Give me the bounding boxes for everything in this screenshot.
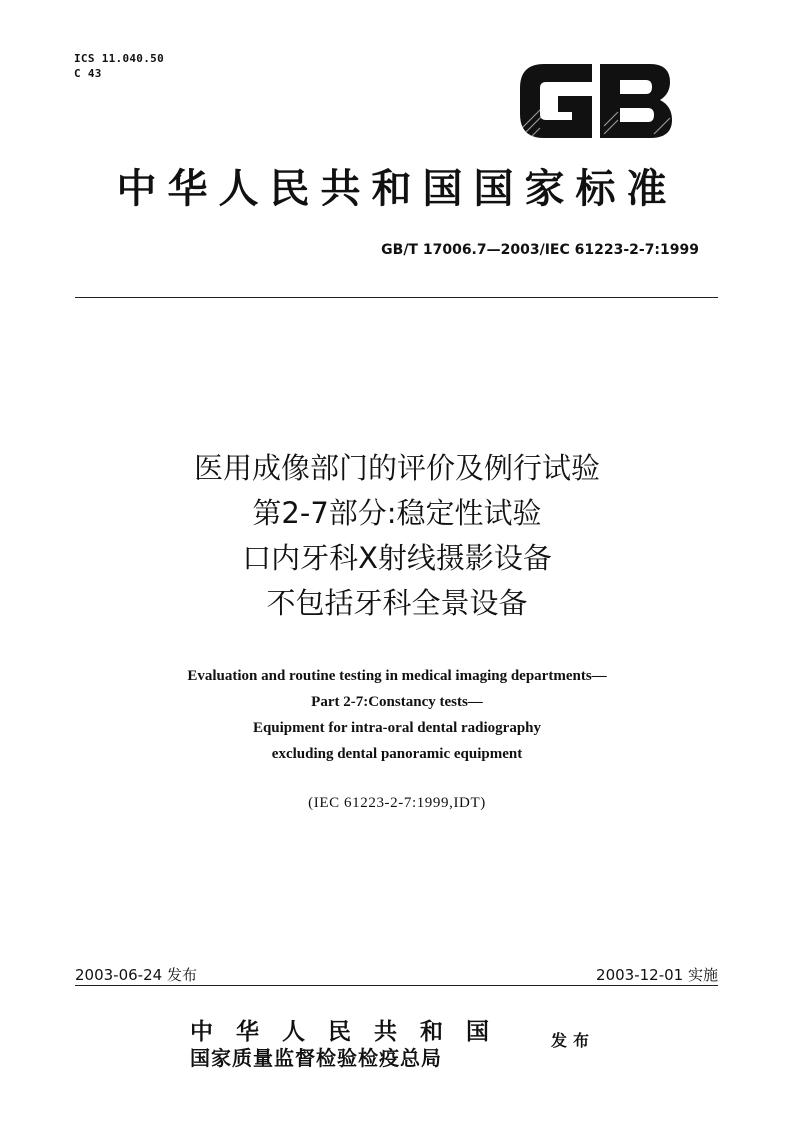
iec-reference: (IEC 61223-2-7:1999,IDT) bbox=[308, 795, 486, 811]
gb-logo bbox=[514, 58, 676, 144]
issue-date: 2003-06-24 发布 bbox=[75, 966, 197, 984]
ics-code: ICS 11.040.50 bbox=[74, 52, 164, 65]
national-standard-title: 中华人民共和国国家标准 bbox=[116, 165, 678, 212]
cn-title-line-1: 医用成像部门的评价及例行试验 bbox=[193, 451, 600, 485]
en-title-line-4: excluding dental panoramic equipment bbox=[271, 746, 523, 762]
ccs-code: C 43 bbox=[74, 67, 102, 80]
issuing-authority bbox=[190, 1019, 512, 1071]
cn-title-line-3: 口内牙科X射线摄影设备 bbox=[242, 541, 552, 575]
publish-label: 发布 bbox=[551, 1031, 596, 1050]
gb-logo-icon bbox=[514, 58, 676, 144]
chinese-title bbox=[0, 446, 794, 626]
standard-number: GB/T 17006.7—2003/IEC 61223-2-7:1999 bbox=[381, 242, 699, 258]
cn-title-line-2: 第2-7部分:稳定性试验 bbox=[252, 496, 542, 530]
top-divider bbox=[75, 297, 718, 298]
english-title bbox=[0, 663, 794, 767]
cn-title-line-4: 不包括牙科全景设备 bbox=[266, 586, 528, 620]
en-title-line-1: Evaluation and routine testing in medical imaging departments— bbox=[187, 668, 607, 684]
issuer-line-2: 国家质量监督检验检疫总局 bbox=[190, 1046, 442, 1070]
issuer-line-1: 中华人民共和国 bbox=[190, 1018, 512, 1045]
implementation-date: 2003-12-01 实施 bbox=[596, 966, 718, 984]
bottom-divider bbox=[75, 985, 718, 986]
en-title-line-2: Part 2-7:Constancy tests— bbox=[311, 694, 483, 710]
classification-codes bbox=[74, 51, 164, 81]
en-title-line-3: Equipment for intra-oral dental radiography bbox=[252, 720, 542, 736]
